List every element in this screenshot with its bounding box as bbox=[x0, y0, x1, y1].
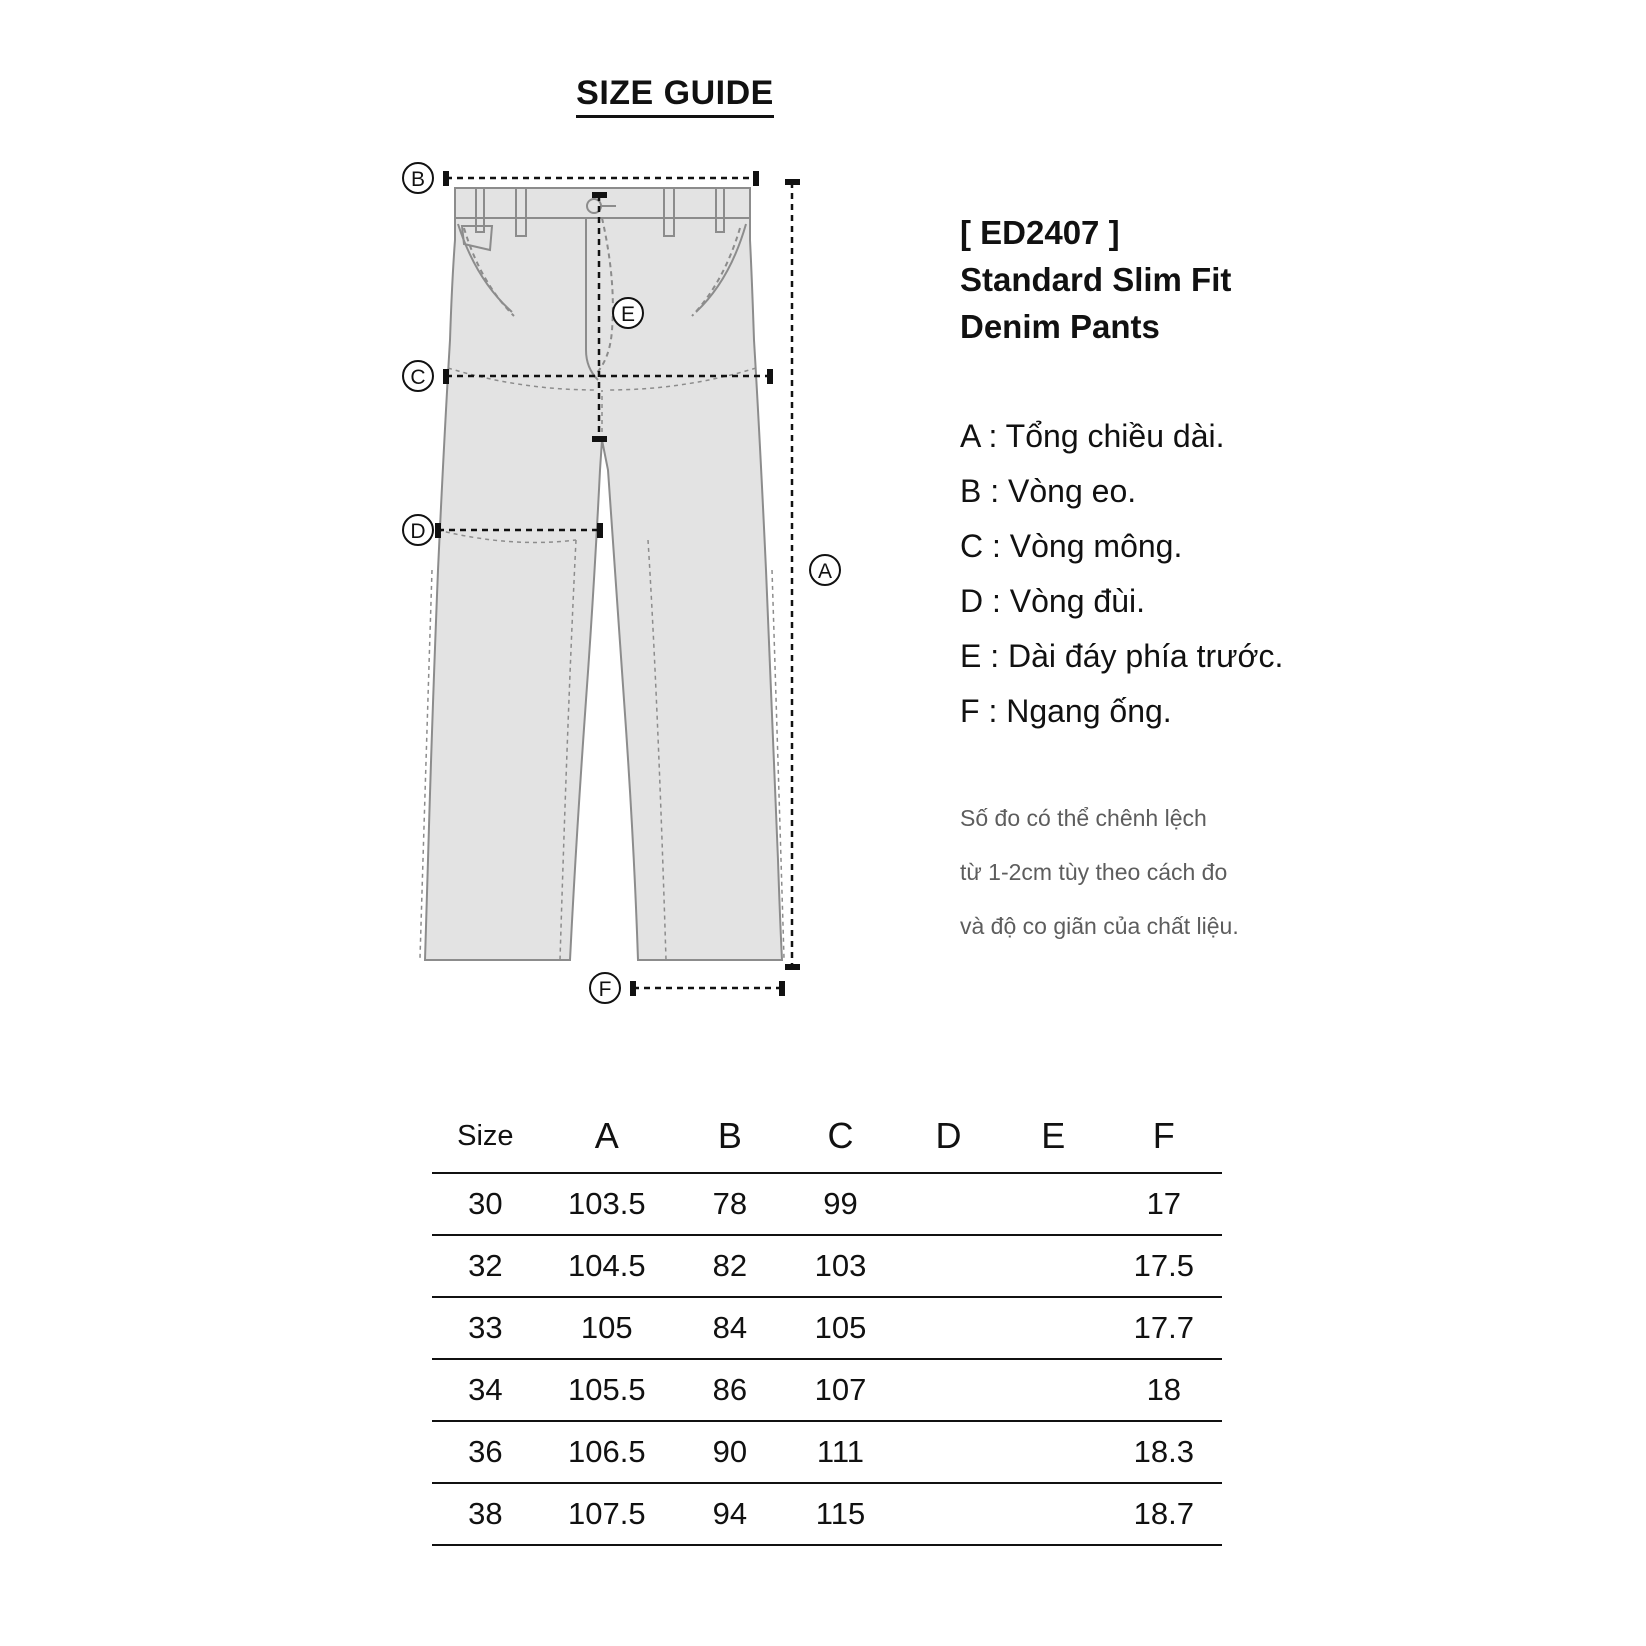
table-row bbox=[432, 1173, 1222, 1235]
table-row bbox=[432, 1297, 1222, 1359]
cell-size: 32 bbox=[468, 1248, 503, 1283]
table-row bbox=[432, 1235, 1222, 1297]
cell-e bbox=[1001, 1235, 1106, 1297]
cell-c: 99 bbox=[823, 1186, 858, 1221]
column-header-b: B bbox=[717, 1115, 742, 1156]
cell-a: 105 bbox=[580, 1310, 633, 1345]
marker-f bbox=[590, 973, 620, 1003]
cell-a: 104.5 bbox=[568, 1248, 646, 1283]
measure-line-b bbox=[443, 171, 759, 186]
table-row bbox=[432, 1359, 1222, 1421]
legend-item-c: C : Vòng mông. bbox=[960, 527, 1183, 564]
legend-item-b: B : Vòng eo. bbox=[960, 472, 1137, 509]
note-line-2: từ 1-2cm tùy theo cách đo bbox=[960, 858, 1228, 885]
cell-b: 86 bbox=[712, 1372, 748, 1407]
cell-e bbox=[1001, 1173, 1106, 1235]
cell-d bbox=[896, 1359, 1001, 1421]
cell-b: 82 bbox=[712, 1248, 748, 1283]
column-header-size: Size bbox=[457, 1119, 514, 1152]
cell-d bbox=[896, 1235, 1001, 1297]
cell-d bbox=[896, 1297, 1001, 1359]
cell-size: 38 bbox=[468, 1496, 503, 1531]
marker-b bbox=[403, 163, 433, 193]
legend-item-d: D : Vòng đùi. bbox=[960, 582, 1145, 619]
cell-f: 17 bbox=[1146, 1186, 1182, 1221]
pants-diagram bbox=[380, 140, 910, 1020]
measurement-note bbox=[960, 791, 1580, 953]
cell-e bbox=[1001, 1483, 1106, 1545]
cell-f: 17.5 bbox=[1133, 1248, 1194, 1283]
product-info bbox=[960, 210, 1580, 953]
cell-c: 107 bbox=[814, 1372, 867, 1407]
cell-size: 30 bbox=[468, 1186, 503, 1221]
cell-f: 18 bbox=[1146, 1372, 1182, 1407]
cell-e bbox=[1001, 1359, 1106, 1421]
svg-text:A: A bbox=[817, 560, 833, 583]
product-name-line2: Denim Pants bbox=[960, 307, 1160, 345]
svg-text:B: B bbox=[410, 168, 426, 191]
note-line-1: Số đo có thể chênh lệch bbox=[960, 804, 1207, 831]
column-header-f: F bbox=[1152, 1115, 1175, 1156]
svg-text:E: E bbox=[620, 303, 636, 326]
marker-d bbox=[403, 515, 433, 545]
cell-b: 94 bbox=[712, 1496, 748, 1531]
cell-e bbox=[1001, 1421, 1106, 1483]
cell-a: 105.5 bbox=[568, 1372, 646, 1407]
cell-size: 36 bbox=[468, 1434, 503, 1469]
column-header-d: D bbox=[935, 1115, 962, 1156]
cell-size: 34 bbox=[468, 1372, 503, 1407]
cell-c: 103 bbox=[814, 1248, 867, 1283]
cell-d bbox=[896, 1421, 1001, 1483]
svg-text:C: C bbox=[410, 366, 426, 389]
marker-e bbox=[613, 298, 643, 328]
page-title bbox=[0, 74, 1350, 113]
measure-line-f bbox=[630, 981, 785, 996]
legend-item-f: F : Ngang ống. bbox=[960, 692, 1172, 729]
svg-text:F: F bbox=[598, 978, 612, 1001]
cell-c: 105 bbox=[814, 1310, 867, 1345]
legend-item-a: A : Tổng chiều dài. bbox=[960, 417, 1225, 454]
size-table bbox=[432, 1100, 1222, 1546]
column-header-e: E bbox=[1041, 1115, 1066, 1156]
product-code: [ ED2407 ] bbox=[960, 214, 1120, 251]
cell-d bbox=[896, 1173, 1001, 1235]
measurement-legend bbox=[960, 409, 1580, 739]
cell-f: 18.3 bbox=[1133, 1434, 1194, 1469]
note-line-3: và độ co giãn của chất liệu. bbox=[960, 912, 1239, 939]
page-title-text: SIZE GUIDE bbox=[576, 74, 774, 118]
column-header-c: C bbox=[827, 1115, 854, 1156]
cell-f: 18.7 bbox=[1133, 1496, 1194, 1531]
marker-c bbox=[403, 361, 433, 391]
product-name-line1: Standard Slim Fit bbox=[960, 260, 1232, 298]
cell-a: 107.5 bbox=[568, 1496, 646, 1531]
cell-b: 84 bbox=[712, 1310, 748, 1345]
legend-item-e: E : Dài đáy phía trước. bbox=[960, 637, 1284, 674]
cell-size: 33 bbox=[468, 1310, 503, 1345]
column-header-a: A bbox=[594, 1115, 619, 1156]
cell-a: 103.5 bbox=[568, 1186, 646, 1221]
svg-text:D: D bbox=[410, 520, 426, 543]
cell-e bbox=[1001, 1297, 1106, 1359]
measure-line-a bbox=[785, 179, 800, 970]
table-row bbox=[432, 1421, 1222, 1483]
cell-c: 115 bbox=[815, 1496, 866, 1531]
table-header-row bbox=[432, 1100, 1222, 1173]
cell-a: 106.5 bbox=[568, 1434, 646, 1469]
cell-c: 111 bbox=[816, 1434, 865, 1469]
cell-d bbox=[896, 1483, 1001, 1545]
cell-f: 17.7 bbox=[1133, 1310, 1194, 1345]
cell-b: 90 bbox=[712, 1434, 748, 1469]
pants-illustration bbox=[420, 188, 784, 960]
table-row bbox=[432, 1483, 1222, 1545]
cell-b: 78 bbox=[712, 1186, 748, 1221]
marker-a bbox=[810, 555, 840, 585]
